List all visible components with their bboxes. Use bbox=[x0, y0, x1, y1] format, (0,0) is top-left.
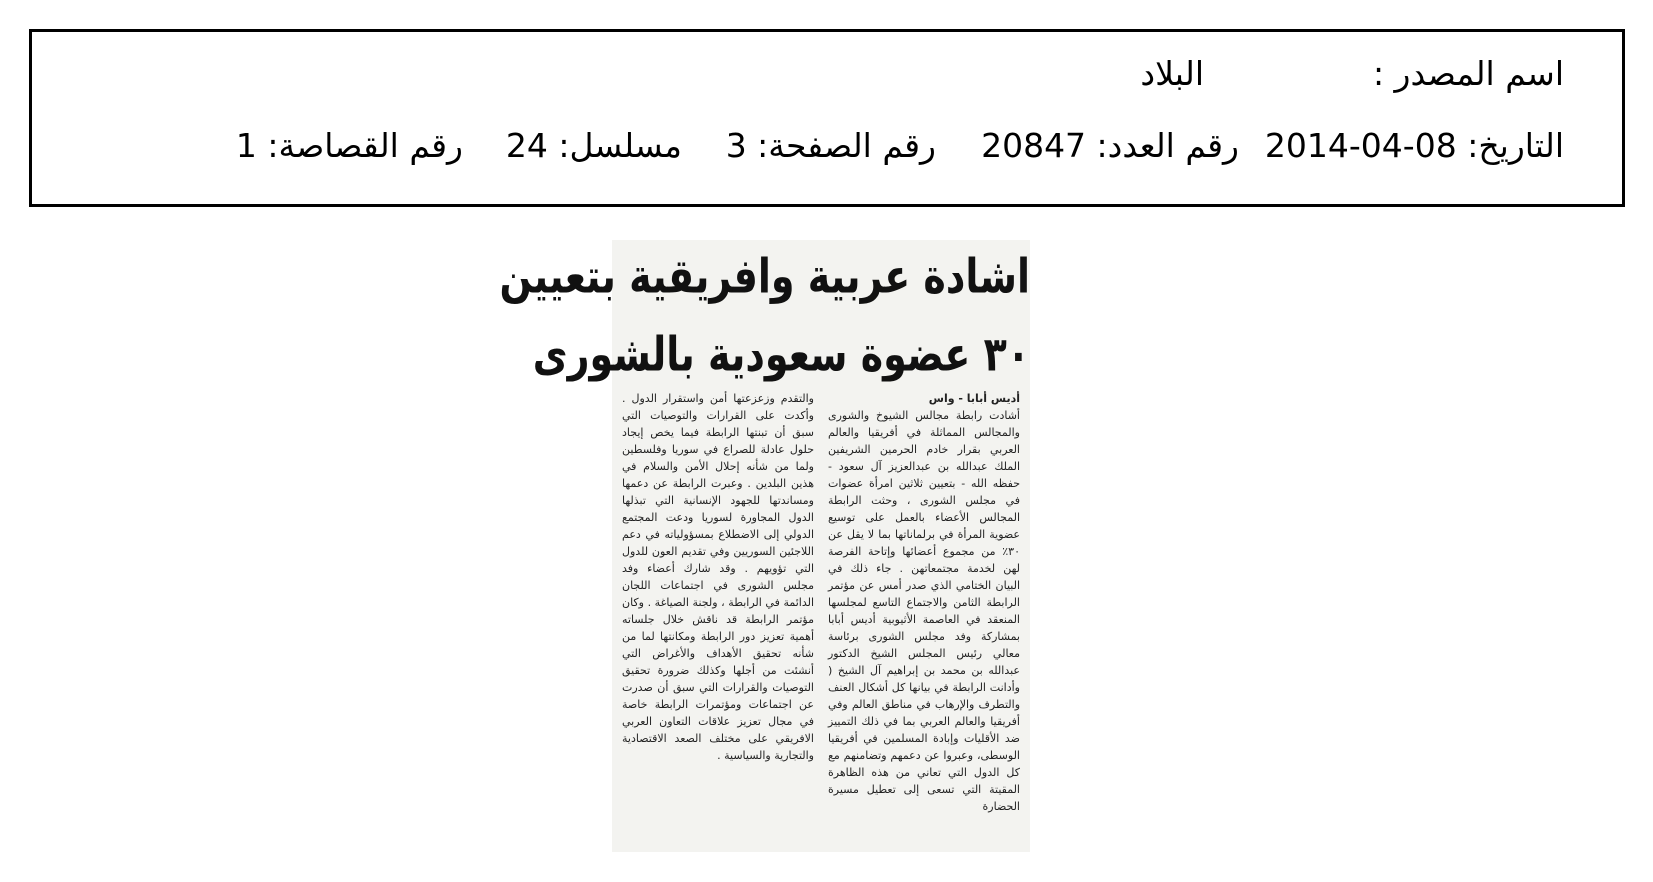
serial-field: مسلسل: 24 bbox=[505, 126, 682, 165]
article-body-left: والتقدم وزعزعتها أمن واستقرار الدول . وأكدت على القرارات والتوصيات التي سبق أن تبنتها الرابطة فيما يخص إيجاد حلول عادلة للصراع في سوريا وفلسطين ولما من شأنه إحلال الأمن والسلام في هذين البلدين . وعبرت الرابطة عن دعمها ومساندتها للجهود الإنسانية التي تبذلها الدول المجاورة لسوريا ودعت المجتمع الدولي إلى الاضطلاع بمسؤولياته في دعم اللاجئين السوريين وفي تقديم العون للدول التي تؤويهم . وقد شارك أعضاء وفد مجلس الشورى في اجتماعات اللجان الدائمة في الرابطة ، ولجنة الصياغة . وكان مؤتمر الرابطة قد ناقش خلال جلساته أهمية تعزيز دور الرابطة ومكانتها لما من شأنه تحقيق الأهداف والأغراض التي أنشئت من أجلها وكذلك ضرورة تحقيق التوصيات والقرارات التي سبق أن صدرت عن اجتماعات ومؤتمرات الرابطة خاصة في مجال تعزيز علاقات التعاون العربي الافريقي على مختلف الصعد الاقتصادية والتجارية والسياسية . bbox=[622, 392, 814, 762]
article-body-right: أشادت رابطة مجالس الشيوخ والشورى والمجالس المماثلة في أفريقيا والعالم العربي بقرار خادم الحرمين الشريفين الملك عبدالله بن عبدالعزيز آل سعود - حفظه الله - بتعيين ثلاثين امرأة عضوات في مجلس الشورى ، وحثت الرابطة المجالس الأعضاء بالعمل على توسيع عضوية المرأة في برلماناتها بما لا يقل عن ٣٠٪ من مجموع أعضائها وإتاحة الفرصة لهن لخدمة مجتمعاتهن . جاء ذلك في البيان الختامي الذي صدر أمس عن مؤتمر الرابطة الثامن والاجتماع التاسع لمجلسها المنعقد في العاصمة الأثيوبية أديس أبابا بمشاركة وفد مجلس الشورى برئاسة معالي رئيس المجلس الشيخ الدكتور عبدالله بن محمد بن إبراهيم آل الشيخ ( وأدانت الرابطة في بيانها كل أشكال العنف والتطرف والإرهاب في مناطق العالم وفي أفريقيا والعالم العربي بما في ذلك التمييز ضد الأقليات وإبادة المسلمين في أفريقيا الوسطى، وعبروا عن دعمهم وتضامنهم مع كل الدول التي تعاني من هذه الظاهرة المقيتة التي تسعى إلى تعطيل مسيرة الحضارة bbox=[828, 409, 1020, 813]
source-row bbox=[32, 54, 1622, 94]
headline-line-1: اشادة عربية وافريقية بتعيين bbox=[499, 248, 1030, 304]
page-number-field: رقم الصفحة: 3 bbox=[725, 126, 936, 165]
dateline: أديس أبابا - واس bbox=[928, 392, 1020, 405]
issue-number-field: رقم العدد: 20847 bbox=[981, 126, 1239, 165]
date-field: التاريخ: 08-04-2014 bbox=[1264, 126, 1564, 165]
metadata-row bbox=[32, 126, 1622, 166]
clip-number-field: رقم القصاصة: 1 bbox=[235, 126, 463, 165]
source-label: اسم المصدر : bbox=[1372, 54, 1564, 93]
article-column-left bbox=[622, 390, 814, 764]
source-value: البلاد bbox=[1140, 54, 1204, 93]
headline-line-2: ٣٠ عضوة سعودية بالشورى bbox=[532, 326, 1030, 382]
article-column-right bbox=[828, 390, 1020, 815]
newspaper-clipping bbox=[499, 240, 1030, 852]
clipping-info-box bbox=[29, 29, 1625, 207]
